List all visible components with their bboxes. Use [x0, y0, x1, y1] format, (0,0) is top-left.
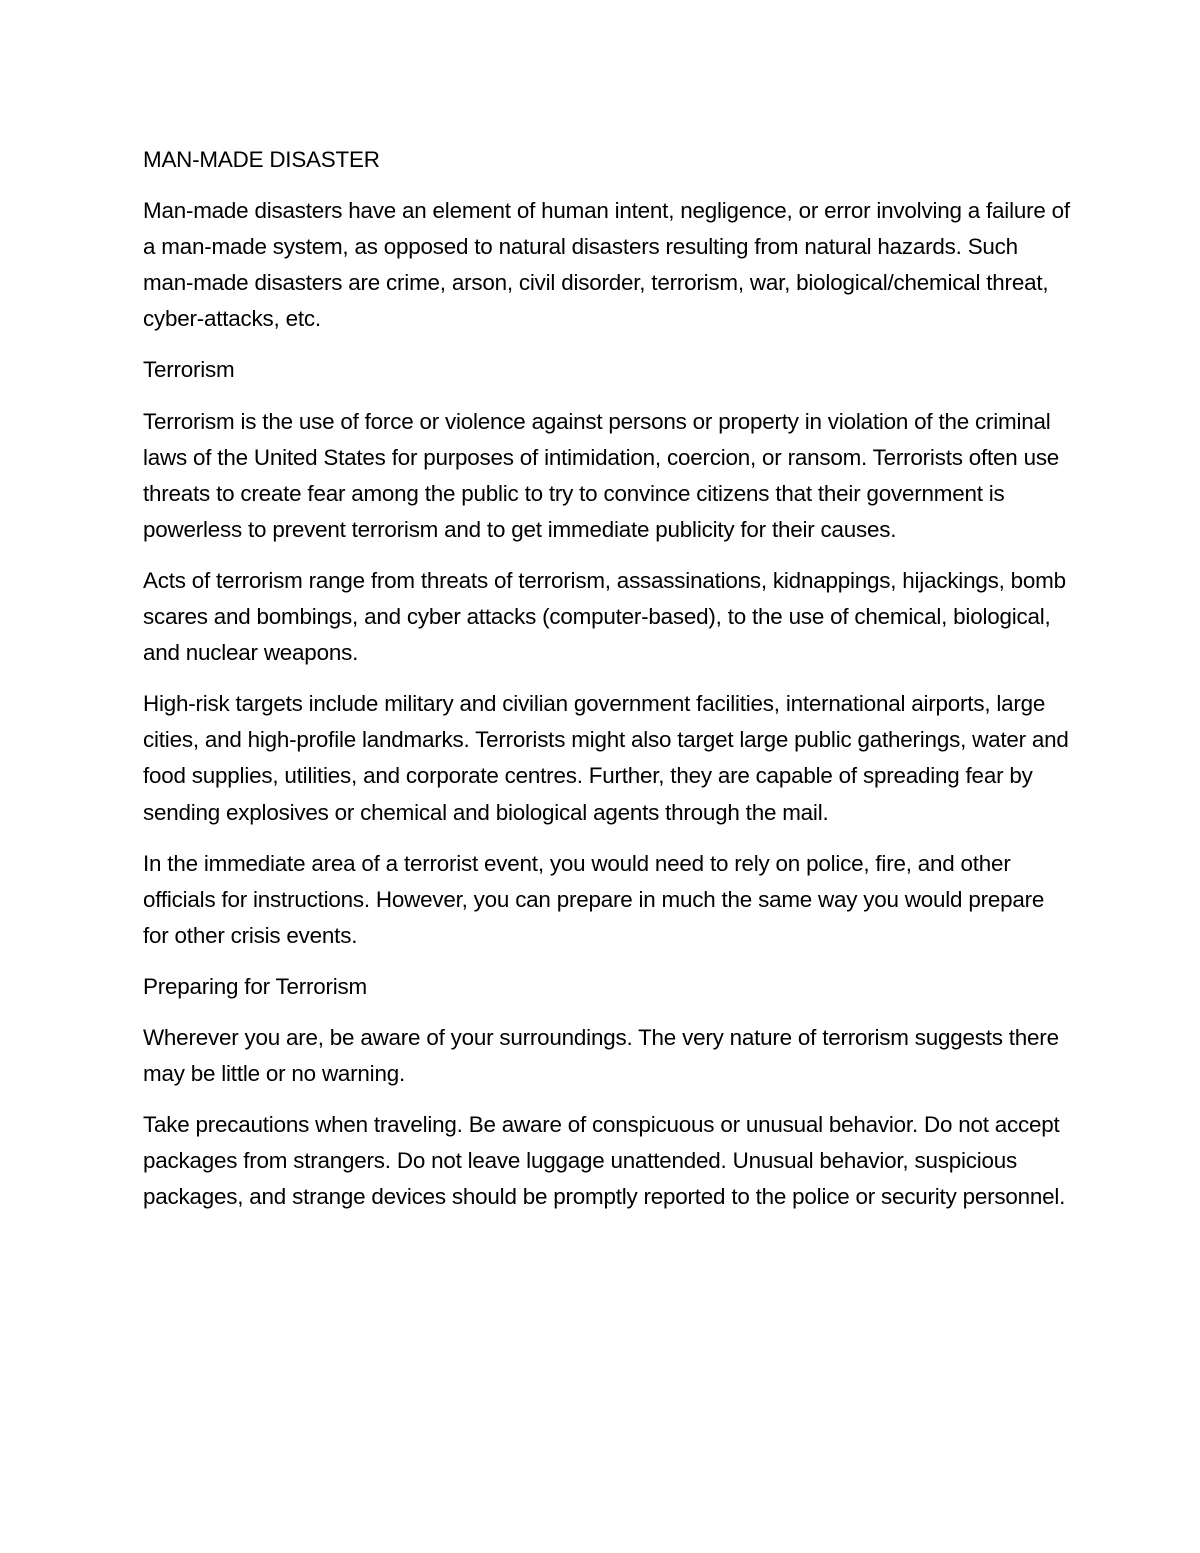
preparing-heading: Preparing for Terrorism: [143, 973, 367, 999]
document-body: [143, 142, 1073, 1230]
acts-paragraph: Acts of terrorism range from threats of terrorism, assassinations, kidnappings, hijackings, bomb scares and bombings, and cyber attacks (computer-based), to the use of chemical, biological, and nuclear weapons.: [143, 567, 1066, 666]
awareness-paragraph: Wherever you are, be aware of your surroundings. The very nature of terrorism suggests there may be little or no warning.: [143, 1024, 1059, 1087]
intro-paragraph: Man-made disasters have an element of human intent, negligence, or error involving a failure of a man-made system, as opposed to natural disasters resulting from natural hazards. Such man-made disasters are crime, arson, civil disorder, terrorism, war, biological/chemical threat, cyber-attacks, etc.: [143, 198, 1070, 332]
precautions-paragraph: Take precautions when traveling. Be aware of conspicuous or unusual behavior. Do not accept packages from strangers. Do not leave luggage unattended. Unusual behavior, suspicious packages, and strange devices should be promptly reported to the police or security personnel.: [143, 1112, 1066, 1210]
document-title: MAN-MADE DISASTER: [143, 147, 380, 172]
immediate-area-paragraph: In the immediate area of a terrorist event, you would need to rely on police, fire, and other officials for instructions. However, you can prepare in much the same way you would prepare for other crisis events.: [143, 850, 1045, 948]
targets-paragraph: High-risk targets include military and civilian government facilities, international airports, large cities, and high-profile landmarks. Terrorists might also target large public gatherings, water and food supplies, utilities, and corporate centres. Further, they are capable of spreading fear by sending explosives or chemical and biological agents through the mail.: [143, 691, 1069, 825]
terrorism-definition-paragraph: Terrorism is the use of force or violence against persons or property in violation of the criminal laws of the United States for purposes of intimidation, coercion, or ransom. Terrorists often use threats to create fear among the public to try to convince citizens that their government is powerless to prevent terrorism and to get immediate publicity for their causes.: [143, 408, 1060, 542]
terrorism-heading: Terrorism: [143, 357, 235, 383]
